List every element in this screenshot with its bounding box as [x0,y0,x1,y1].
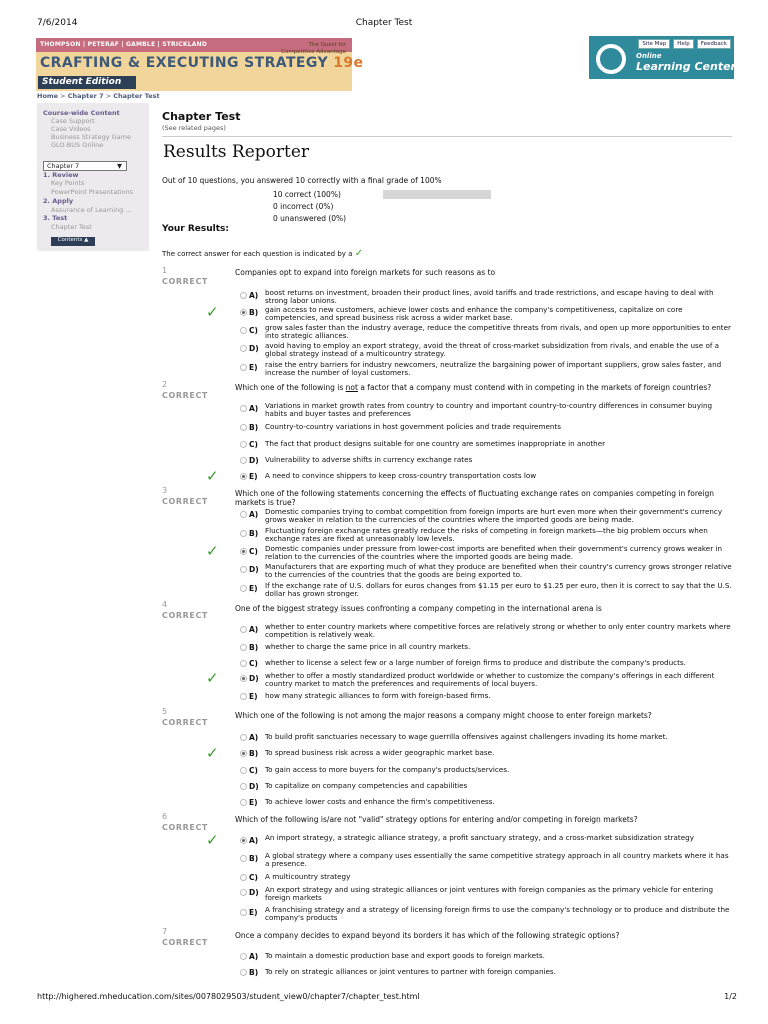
option-text: whether to offer a mostly standardized product worldwide or whether to customize the company's offerings in each different country market to match the preferences and requirements of local buyers. [265,671,715,689]
radio-button[interactable] [240,660,247,667]
olc-buttons [638,39,731,49]
answer-option[interactable] [238,421,732,437]
option-letter: E) [249,472,258,481]
option-text: raise the entry barriers for industry newcomers, neutralize the bargaining power of important suppliers, grow sales faster, and increase the number of loyal customers. [265,360,722,378]
option-letter: C) [249,766,258,775]
answer-option[interactable] [238,780,732,796]
option-letter: D) [249,674,259,683]
option-letter: B) [249,423,259,432]
radio-button[interactable] [240,405,247,412]
option-text: To rely on strategic alliances or joint ventures to partner with foreign companies. [265,967,556,976]
option-text: A need to convince shippers to keep cross-country transportation costs low [265,471,537,480]
option-text: To gain access to more buyers for the company's products/services. [265,765,510,774]
correct-check-icon: ✓ [206,303,219,321]
option-text: To capitalize on company competencies and capabilities [265,781,468,790]
student-edition-label: Student Edition [38,76,136,89]
answer-option[interactable] [238,563,732,579]
option-letter: B) [249,968,259,977]
radio-button[interactable] [240,292,247,299]
answer-option[interactable] [238,402,732,418]
option-letter: D) [249,782,259,791]
option-text: gain access to new customers, achieve lower costs and enhance the company's competitiveness, capitalize on core competencies, and spread business risk across a wider market base. [265,305,683,323]
option-text: Domestic companies trying to combat competition from foreign imports are hurt even more when their government's currency grows weaker in relation to the currencies of the countries where the imported goods are being made. [265,507,723,525]
answer-option[interactable] [238,731,732,747]
option-letter: A) [249,510,259,519]
help-button[interactable]: Help [673,39,694,49]
breadcrumb-sep: > [103,92,114,100]
option-letter: D) [249,456,259,465]
radio-button-selected[interactable] [240,473,247,480]
radio-button-selected[interactable] [240,548,247,555]
correct-check-icon: ✓ [206,744,219,762]
option-text: Fluctuating foreign exchange rates greatly reduce the risks of competing in foreign markets—the big problem occurs when exchange rates are fixed at unreasonably low levels. [265,526,708,544]
question-number: 1 [162,266,168,275]
option-text: A global strategy where a company uses essentially the same competitive strategy approach in all country markets where it has a presence. [265,851,729,869]
answer-option[interactable] [238,641,732,657]
option-letter: A) [249,404,259,413]
option-text: To maintain a domestic production base and export goods to foreign markets. [265,951,545,960]
breadcrumb-home[interactable]: Home [37,92,59,100]
book-banner[interactable] [36,38,364,91]
answer-option[interactable] [238,764,732,780]
answer-option[interactable] [238,796,732,812]
radio-button[interactable] [240,799,247,806]
answer-option[interactable] [238,623,732,639]
radio-button[interactable] [240,767,247,774]
book-title: CRAFTING & EXECUTING STRATEGY [40,55,328,71]
banner-tagline-2: Competitive Advantage [281,49,346,55]
answer-option[interactable] [238,361,732,377]
score-progress-bar [383,190,491,199]
question-status: CORRECT [162,938,208,947]
check-icon: ✓ [354,248,364,259]
answer-option[interactable] [238,690,732,706]
option-letter: A) [249,952,259,961]
score-summary: Out of 10 questions, you answered 10 correctly with a final grade of 100% [162,176,442,185]
banner-authors: THOMPSON | PETERAF | GAMBLE | STRICKLAND [40,41,208,48]
olc-header [589,36,734,79]
sidebar-link[interactable]: Business Strategy Game [51,133,131,141]
question-status: CORRECT [162,611,208,620]
banner-tagline-1: The Quest for [308,42,346,48]
question-text-part: Which one of the following is [235,383,346,392]
option-text: Vulnerability to adverse shifts in currency exchange rates [265,455,473,464]
breadcrumb-chapter[interactable]: Chapter 7 [67,92,104,100]
print-header [0,18,768,32]
question-text: Once a company decides to expand beyond its borders it has which of the following strategic options? [235,931,620,940]
banner-tagline [281,42,346,56]
option-letter: C) [249,440,258,449]
correct-check-icon: ✓ [206,542,219,560]
question-text: One of the biggest strategy issues confronting a company competing in the international arena is [235,604,602,613]
site-map-button[interactable]: Site Map [638,39,670,49]
radio-button[interactable] [240,345,247,352]
answer-option[interactable] [238,906,732,922]
breadcrumb-current: Chapter Test [113,92,160,100]
option-text: Variations in market growth rates from country to country and important country-to-country differences in consumer buying habits and buyer tastes and preferences [265,401,713,419]
feedback-button[interactable]: Feedback [697,39,731,49]
option-text: To spread business risk across a wider geographic market base. [265,748,495,757]
question-text: Companies opt to expand into foreign markets for such reasons as to [235,268,496,277]
stat-correct: 10 correct (100%) [273,190,341,199]
question-text: Which of the following is/are not "valid" strategy options for entering and/or competing in foreign markets? [235,815,638,824]
option-letter: C) [249,326,258,335]
page-number: 1/2 [724,992,737,1001]
radio-button[interactable] [240,457,247,464]
question-text: Which one of the following is not among the major reasons a company might choose to enter foreign markets? [235,711,652,720]
answer-option[interactable] [238,342,732,358]
option-letter: B) [249,643,259,652]
option-letter: E) [249,584,258,593]
sidebar-review[interactable]: 1. Review [43,171,79,179]
radio-button-selected[interactable] [240,309,247,316]
sidebar-review-item[interactable]: PowerPoint Presentations [51,188,134,196]
option-text: avoid having to employ an export strategy, avoid the threat of cross-market subsidization from rivals, and enable the use of a global strategy instead of a multicountry strategy. [265,341,720,359]
radio-button[interactable] [240,874,247,881]
option-text: Domestic companies under pressure from lower-cost imports are benefited when their government's currency grows weaker in relation to the currencies of the countries where the imported goods are being made. [265,544,723,562]
chevron-down-icon: ▼ [117,162,122,170]
question-text: Which one of the following statements concerning the effects of fluctuating exchange rates on companies competing in foreign markets is true? [235,489,714,507]
option-letter: A) [249,625,259,634]
question-text-part: a factor that a company must contend with in competing in the markets of foreign countries? [357,383,712,392]
radio-button[interactable] [240,734,247,741]
question-number: 2 [162,380,168,389]
question-text [235,383,725,392]
question-number: 7 [162,927,168,936]
option-letter: B) [249,854,259,863]
option-letter: A) [249,733,259,742]
option-letter: C) [249,873,258,882]
answer-option[interactable] [238,852,732,868]
radio-button[interactable] [240,327,247,334]
question-number: 5 [162,707,168,716]
option-letter: D) [249,344,259,353]
correct-check-icon: ✓ [206,669,219,687]
option-text: If the exchange rate of U.S. dollars for euros changes from $1.15 per euro to $1.25 per euro, then it is correct to say that the U.S. dollar has grown stronger. [265,581,732,599]
radio-button[interactable] [240,969,247,976]
radio-button-selected[interactable] [240,675,247,682]
option-text: how many strategic alliances to form with foreign-based firms. [265,691,491,700]
option-letter: C) [249,659,258,668]
chapter-select-value: Chapter 7 [47,162,80,170]
book-edition: 19e [333,55,364,71]
sidebar-review-item[interactable]: Key Points [51,179,85,187]
divider [162,136,732,137]
radio-button[interactable] [240,855,247,862]
option-letter: B) [249,308,259,317]
radio-button-selected[interactable] [240,750,247,757]
radio-button[interactable] [240,566,247,573]
option-text: Manufacturers that are exporting much of what they produce are benefited when their country's currency grows stronger relative to the currencies of the countries that the goods are being exported to. [265,562,732,580]
option-text: whether to enter country markets where competitive forces are relatively strong or whether to only enter country markets where competition is relatively weak. [265,622,731,640]
breadcrumb [37,92,160,100]
sidebar-course-wide[interactable]: Course-wide Content [43,109,120,117]
option-letter: A) [249,291,259,300]
sidebar-apply[interactable]: 2. Apply [43,197,74,205]
option-text: whether to charge the same price in all country markets. [265,642,471,651]
answer-option[interactable] [238,454,732,470]
radio-button[interactable] [240,626,247,633]
answer-option[interactable] [206,669,732,689]
contents-button[interactable]: Contents ▲ [51,237,95,246]
option-letter: B) [249,749,259,758]
sidebar-test[interactable]: 3. Test [43,214,68,222]
radio-button[interactable] [240,511,247,518]
answer-option[interactable] [238,527,732,543]
option-letter: B) [249,529,259,538]
radio-button[interactable] [240,585,247,592]
answer-option[interactable] [206,744,732,763]
olc-logo-line2: Learning Center [636,60,736,73]
option-letter: D) [249,888,259,897]
answer-option[interactable] [238,966,732,982]
option-letter: E) [249,798,258,807]
radio-button-selected[interactable] [240,837,247,844]
answer-option[interactable] [206,542,732,562]
olc-logo-line1: Online [636,52,662,60]
radio-button[interactable] [240,889,247,896]
related-pages-link[interactable]: (See related pages) [162,124,226,132]
option-text: The fact that product designs suitable for one country are sometimes inappropriate in another [265,439,606,448]
question-status: CORRECT [162,718,208,727]
radio-button[interactable] [240,644,247,651]
radio-button[interactable] [240,364,247,371]
radio-button[interactable] [240,693,247,700]
sidebar-test-item[interactable]: Chapter Test [51,223,92,231]
correct-check-icon: ✓ [206,467,219,485]
radio-button[interactable] [240,909,247,916]
answer-option[interactable] [238,582,732,598]
option-text: To achieve lower costs and enhance the firm's competitiveness. [265,797,495,806]
results-reporter-title: Results Reporter [163,142,310,162]
option-letter: D) [249,565,259,574]
answer-option[interactable] [238,950,732,966]
question-number: 4 [162,600,168,609]
answer-option[interactable] [238,886,732,902]
stat-incorrect: 0 incorrect (0%) [273,202,334,211]
page-title: Chapter Test [162,110,241,123]
radio-button[interactable] [240,441,247,448]
stat-unanswered: 0 unanswered (0%) [273,214,347,223]
question-number: 6 [162,812,168,821]
radio-button[interactable] [240,530,247,537]
answer-indicator-note [162,248,363,259]
radio-button[interactable] [240,783,247,790]
page-url: http://highered.mheducation.com/sites/0078029503/student_view0/chapter7/chapter_test.html [37,992,420,1001]
question-status: CORRECT [162,497,208,506]
radio-button[interactable] [240,953,247,960]
your-results-heading: Your Results: [162,224,229,234]
sidebar-link[interactable]: GLO-BUS Online [51,141,104,149]
correct-check-icon: ✓ [206,831,219,849]
print-date: 7/6/2014 [37,18,78,28]
sidebar-link[interactable]: Case Videos [51,125,91,133]
sidebar-link[interactable]: Case Support [51,117,95,125]
option-letter: E) [249,908,258,917]
radio-button[interactable] [240,424,247,431]
option-letter: A) [249,836,259,845]
option-text: whether to license a select few or a large number of foreign firms to produce and distribute the company's products. [265,658,686,667]
olc-logo-icon [596,44,626,74]
answer-option[interactable] [206,831,732,850]
answer-option[interactable] [238,438,732,454]
question-status: CORRECT [162,391,208,400]
breadcrumb-sep: > [58,92,68,100]
answer-option[interactable] [238,289,732,305]
question-status: CORRECT [162,277,208,286]
question-text-underlined: not [345,383,358,392]
sidebar [37,103,149,251]
answer-option[interactable] [206,303,732,323]
option-text: Country-to-country variations in host government policies and trade requirements [265,422,561,431]
option-text: grow sales faster than the industry average, reduce the competitive threats from rivals, and open up more opportunities to enter into strategic alliances. [265,323,731,341]
chapter-select[interactable] [43,161,127,171]
banner-book-title [40,55,363,71]
question-status: CORRECT [162,823,208,832]
option-text: An export strategy and using strategic alliances or joint ventures with foreign companies as the primary vehicle for entering foreign markets [265,885,714,903]
sidebar-apply-item[interactable]: Assurance of Learning ... [51,206,132,214]
option-letter: E) [249,692,258,701]
indicator-text: The correct answer for each question is indicated by a [162,250,353,258]
answer-option[interactable] [238,508,732,524]
answer-option[interactable] [206,467,732,486]
option-text: A multicountry strategy [265,872,351,881]
option-letter: C) [249,547,258,556]
question-number: 3 [162,486,168,495]
print-title: Chapter Test [355,18,413,28]
option-text: A franchising strategy and a strategy of licensing foreign firms to use the company's technology or to produce and distribute the company's products [265,905,730,923]
answer-option[interactable] [238,324,732,340]
option-letter: E) [249,363,258,372]
option-text: To build profit sanctuaries necessary to wage guerrilla offensives against challengers invading its home market. [265,732,668,741]
option-text: An import strategy, a strategic alliance strategy, a profit sanctuary strategy, and a cross-market subsidization strategy [265,833,694,842]
option-text: boost returns on investment, broaden their product lines, avoid tariffs and trade restrictions, and escape having to deal with strong labor unions. [265,288,714,306]
